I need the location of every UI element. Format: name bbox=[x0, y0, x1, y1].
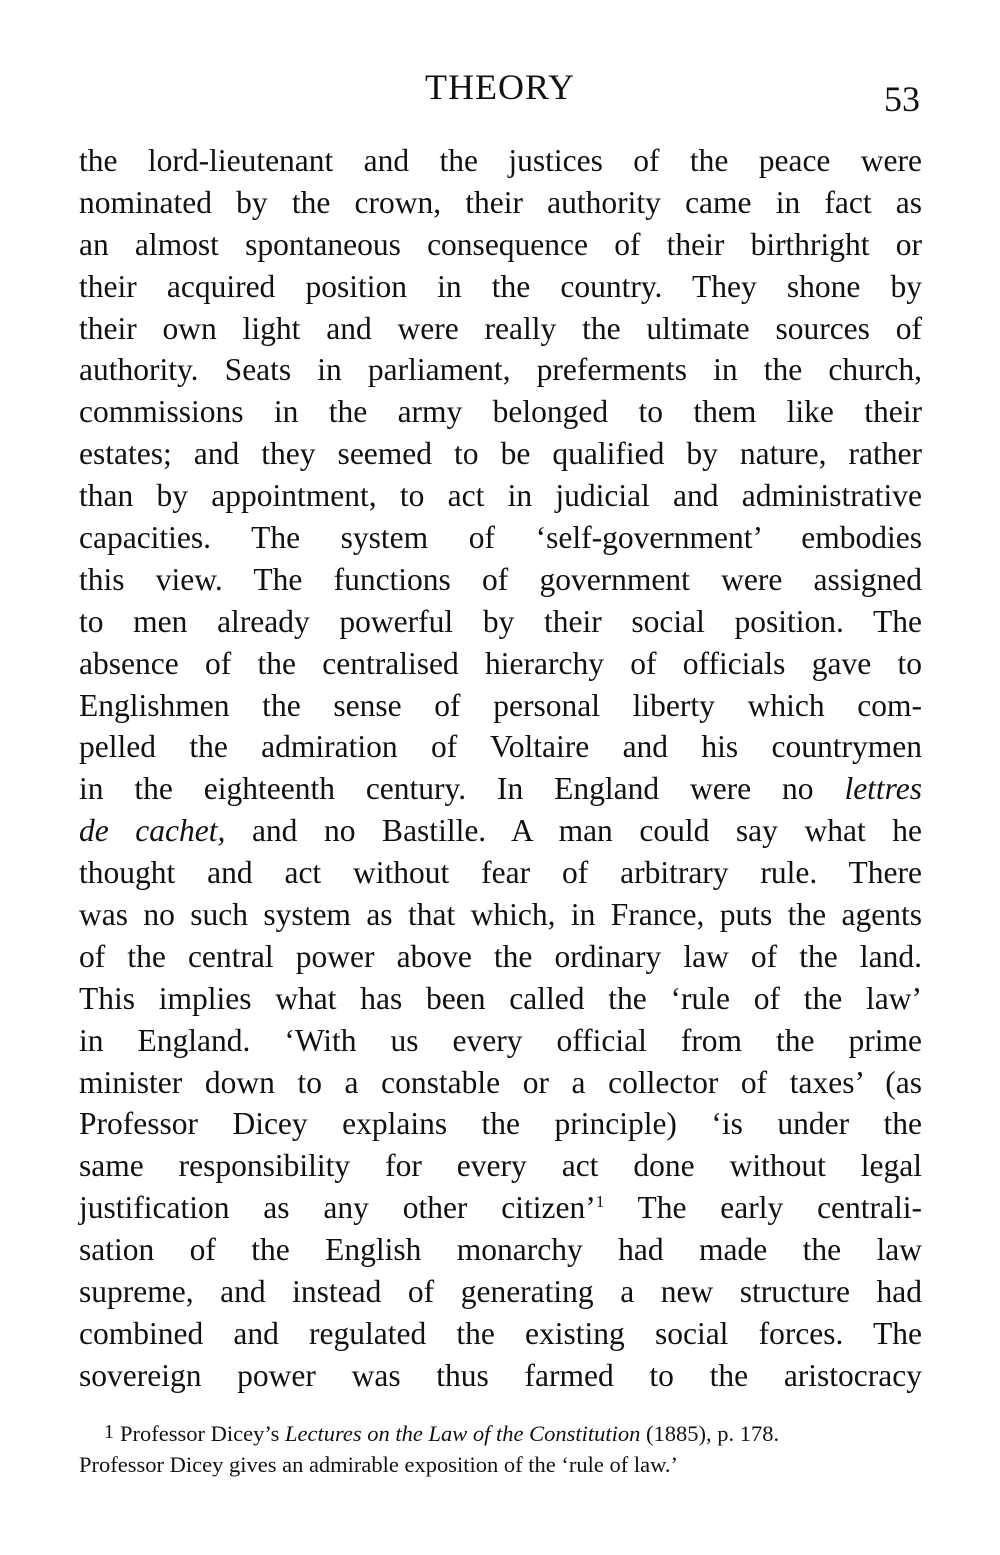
text-line: authority. Seats in parliament, preferments in the church, bbox=[79, 352, 922, 388]
text-line: this view. The functions of government were assigned bbox=[79, 561, 922, 597]
text-line: This implies what has been called the ‘rule of the law’ bbox=[79, 980, 922, 1016]
text-line: Englishmen the sense of personal liberty which com- bbox=[79, 687, 922, 723]
footnote bbox=[79, 1418, 922, 1480]
page-number: 53 bbox=[884, 79, 920, 119]
footnote-line bbox=[79, 1418, 922, 1449]
text-fragment: in the eighteenth century. In England were no bbox=[79, 771, 814, 807]
running-head: THEORY bbox=[425, 67, 575, 107]
text-line: thought and act without fear of arbitrary rule. There bbox=[79, 855, 922, 891]
text-line: commissions in the army belonged to them like their bbox=[79, 394, 922, 430]
text-line: pelled the admiration of Voltaire and his countrymen bbox=[79, 729, 922, 765]
text-line: was no such system as that which, in France, puts the agents bbox=[79, 897, 922, 933]
text-line: estates; and they seemed to be qualified by nature, rather bbox=[79, 436, 922, 472]
italic-term: de cachet, bbox=[79, 813, 226, 849]
text-line: absence of the centralised hierarchy of officials gave to bbox=[79, 645, 922, 681]
text-line: in England. ‘With us every official from the prime bbox=[79, 1022, 922, 1058]
text-line: supreme, and instead of generating a new structure had bbox=[79, 1274, 922, 1310]
footnote-text: Professor Dicey’s bbox=[120, 1421, 280, 1446]
text-line-cachet bbox=[79, 810, 922, 852]
footnote-book-title: Lectures on the Law of the Constitution bbox=[284, 1421, 641, 1446]
footnote-marker: 1 bbox=[104, 1421, 114, 1443]
text-line: Professor Dicey explains the principle) ‘is under the bbox=[79, 1106, 922, 1142]
body-text bbox=[79, 140, 922, 1397]
text-line: minister down to a constable or a collector of taxes’ (as bbox=[79, 1064, 922, 1100]
text-line: sovereign power was thus farmed to the aristocracy bbox=[79, 1357, 922, 1393]
text-line: same responsibility for every act done without legal bbox=[79, 1148, 922, 1184]
footnote-reference[interactable]: 1 bbox=[595, 1192, 605, 1212]
text-line: their acquired position in the country. They shone by bbox=[79, 268, 922, 304]
text-fragment: justification as any other citizen’ bbox=[79, 1190, 596, 1226]
text-line: of the central power above the ordinary law of the land. bbox=[79, 938, 922, 974]
text-line: than by appointment, to act in judicial and administrative bbox=[79, 478, 922, 514]
italic-term: lettres bbox=[844, 771, 923, 807]
text-line: combined and regulated the existing social forces. The bbox=[79, 1315, 922, 1351]
text-line: sation of the English monarchy had made the law bbox=[79, 1232, 922, 1268]
footnote-line: Professor Dicey gives an admirable exposition of the ‘rule of law.’ bbox=[79, 1452, 678, 1477]
text-line-lettres bbox=[79, 768, 922, 810]
text-line-footnote-ref bbox=[79, 1187, 922, 1229]
text-line: an almost spontaneous consequence of their birthright or bbox=[79, 226, 922, 262]
text-line: to men already powerful by their social position. The bbox=[79, 603, 922, 639]
footnote-citation: (1885), p. 178. bbox=[646, 1421, 780, 1446]
text-line: nominated by the crown, their authority came in fact as bbox=[79, 184, 922, 220]
text-fragment: and no Bastille. A man could say what he bbox=[251, 813, 923, 849]
text-line: their own light and were really the ultimate sources of bbox=[79, 310, 922, 346]
text-line: the lord-lieutenant and the justices of the peace were bbox=[79, 143, 922, 178]
text-fragment: The early centrali- bbox=[637, 1190, 923, 1226]
text-line: capacities. The system of ‘self-government’ embodies bbox=[79, 520, 922, 556]
